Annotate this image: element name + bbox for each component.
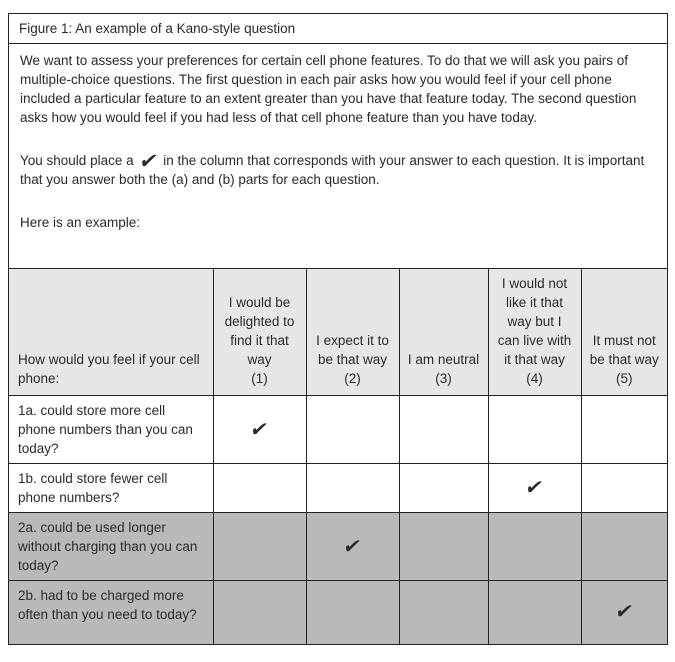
table-row-1a (9, 396, 667, 464)
column-header-label: I am neutral (407, 352, 480, 367)
column-header-label: I would be delighted to find it that way (224, 295, 295, 367)
answer-cell (488, 581, 581, 644)
intro-paragraph: We want to assess your preferences for certain cell phone features. To do that we will ask you pairs of multiple-choice questions. The first question in each pair asks how you would feel if your cell phone included a particular feature to an extent greater than you have that feature today. The second question asks how you would feel if you had less of that cell phone feature than you have today. (20, 53, 637, 125)
check-mark-icon: ✔ (341, 533, 364, 558)
answer-cell (488, 396, 581, 464)
question-cell: 2b. had to be charged more often than you need to today? (9, 581, 213, 644)
answer-cell (213, 464, 306, 513)
table-header-row (9, 269, 667, 396)
answer-cell (399, 513, 488, 581)
answer-cell (213, 513, 306, 581)
answer-cell (488, 464, 581, 513)
kano-table (9, 268, 667, 644)
column-header-number: (2) (344, 371, 361, 386)
intro-text (9, 44, 667, 268)
instruction-text-after: in the column that corresponds with your answer to each question. It is important that you answer both the (a) and (b) parts for each question. (20, 153, 645, 187)
table-row-2a (9, 513, 667, 581)
check-mark-icon: ✔ (137, 149, 160, 173)
column-header-label: I expect it to be that way (316, 333, 389, 367)
figure-box (8, 13, 668, 645)
column-header-live-with (488, 269, 581, 396)
column-header-number: (1) (251, 371, 268, 386)
answer-cell (581, 464, 667, 513)
example-lead-in: Here is an example: (20, 215, 141, 230)
answer-cell (213, 581, 306, 644)
column-header-label: I would not like it that way but I can live with it that way (497, 276, 572, 367)
column-header-neutral (399, 269, 488, 396)
answer-cell (581, 513, 667, 581)
answer-cell (581, 396, 667, 464)
check-mark-icon: ✔ (523, 475, 546, 499)
answer-cell (399, 396, 488, 464)
answer-cell (306, 464, 399, 513)
answer-cell (399, 464, 488, 513)
column-header-must-not (581, 269, 667, 396)
answer-cell (306, 396, 399, 464)
figure-caption: Figure 1: An example of a Kano-style question (9, 14, 667, 44)
column-header-label: It must not be that way (589, 333, 659, 367)
check-mark-icon: ✔ (613, 599, 636, 624)
question-cell: 2a. could be used longer without charging than you can today? (9, 513, 213, 581)
table-row-2b (9, 581, 667, 644)
column-header-number: (4) (526, 371, 543, 386)
column-header-number: (3) (435, 371, 452, 386)
answer-cell (306, 513, 399, 581)
answer-cell (399, 581, 488, 644)
answer-cell (213, 396, 306, 464)
instruction-text-before: You should place a (20, 153, 134, 168)
answer-cell (306, 581, 399, 644)
column-header-expect (306, 269, 399, 396)
column-header-delighted (213, 269, 306, 396)
question-cell: 1a. could store more cell phone numbers than you can today? (9, 396, 213, 464)
answer-cell (581, 581, 667, 644)
column-header-number: (5) (616, 371, 633, 386)
instruction-paragraph (20, 151, 656, 189)
answer-cell (488, 513, 581, 581)
table-row-1b (9, 464, 667, 513)
corner-header: How would you feel if your cell phone: (9, 269, 213, 396)
check-mark-icon: ✔ (248, 416, 271, 441)
question-cell: 1b. could store fewer cell phone numbers? (9, 464, 213, 513)
